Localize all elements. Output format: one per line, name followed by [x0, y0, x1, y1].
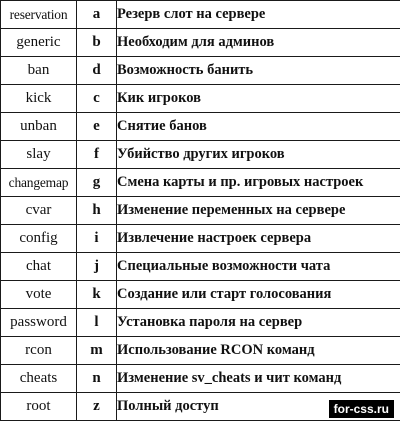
flag-cell: a: [77, 1, 117, 29]
watermark-badge: for-css.ru: [329, 400, 394, 418]
command-cell: kick: [1, 85, 77, 113]
table-row: [1, 29, 400, 57]
command-cell: vote: [1, 281, 77, 309]
description-cell: Смена карты и пр. игровых настроек: [117, 169, 400, 197]
flag-cell: d: [77, 57, 117, 85]
flag-cell: m: [77, 337, 117, 365]
description-cell: Возможность банить: [117, 57, 400, 85]
flag-cell: k: [77, 281, 117, 309]
table-row: [1, 113, 400, 141]
command-cell: slay: [1, 141, 77, 169]
flag-cell: i: [77, 225, 117, 253]
command-cell: generic: [1, 29, 77, 57]
command-cell: cheats: [1, 365, 77, 393]
admin-flags-table-body: [1, 1, 400, 421]
table-row: [1, 309, 400, 337]
table-row: [1, 1, 400, 29]
description-cell: Специальные возможности чата: [117, 253, 400, 281]
table-row: [1, 85, 400, 113]
flag-cell: j: [77, 253, 117, 281]
flag-cell: b: [77, 29, 117, 57]
description-cell: Создание или старт голосования: [117, 281, 400, 309]
table-row: [1, 169, 400, 197]
flag-cell: c: [77, 85, 117, 113]
flag-cell: z: [77, 393, 117, 421]
command-cell: rcon: [1, 337, 77, 365]
description-cell: Кик игроков: [117, 85, 400, 113]
command-cell: changemap: [1, 169, 77, 197]
description-cell: Полный доступ: [117, 393, 400, 421]
command-cell: cvar: [1, 197, 77, 225]
command-cell: config: [1, 225, 77, 253]
description-cell: Изменение sv_cheats и чит команд: [117, 365, 400, 393]
flag-cell: h: [77, 197, 117, 225]
table-row: [1, 225, 400, 253]
description-cell: Изменение переменных на сервере: [117, 197, 400, 225]
description-cell: Убийство других игроков: [117, 141, 400, 169]
flag-cell: e: [77, 113, 117, 141]
description-cell: Использование RCON команд: [117, 337, 400, 365]
table-row: [1, 197, 400, 225]
description-cell: Резерв слот на сервере: [117, 1, 400, 29]
table-row: [1, 365, 400, 393]
flag-cell: g: [77, 169, 117, 197]
command-cell: root: [1, 393, 77, 421]
command-cell: ban: [1, 57, 77, 85]
description-cell: Необходим для админов: [117, 29, 400, 57]
command-cell: password: [1, 309, 77, 337]
command-cell: chat: [1, 253, 77, 281]
command-cell: unban: [1, 113, 77, 141]
flag-cell: l: [77, 309, 117, 337]
flag-cell: f: [77, 141, 117, 169]
flag-cell: n: [77, 365, 117, 393]
table-row: [1, 253, 400, 281]
table-row: [1, 141, 400, 169]
table-row: [1, 281, 400, 309]
description-cell: Извлечение настроек сервера: [117, 225, 400, 253]
description-cell: Снятие банов: [117, 113, 400, 141]
table-row: [1, 337, 400, 365]
table-row: [1, 57, 400, 85]
description-cell: Установка пароля на сервер: [117, 309, 400, 337]
command-cell: reservation: [1, 1, 77, 29]
